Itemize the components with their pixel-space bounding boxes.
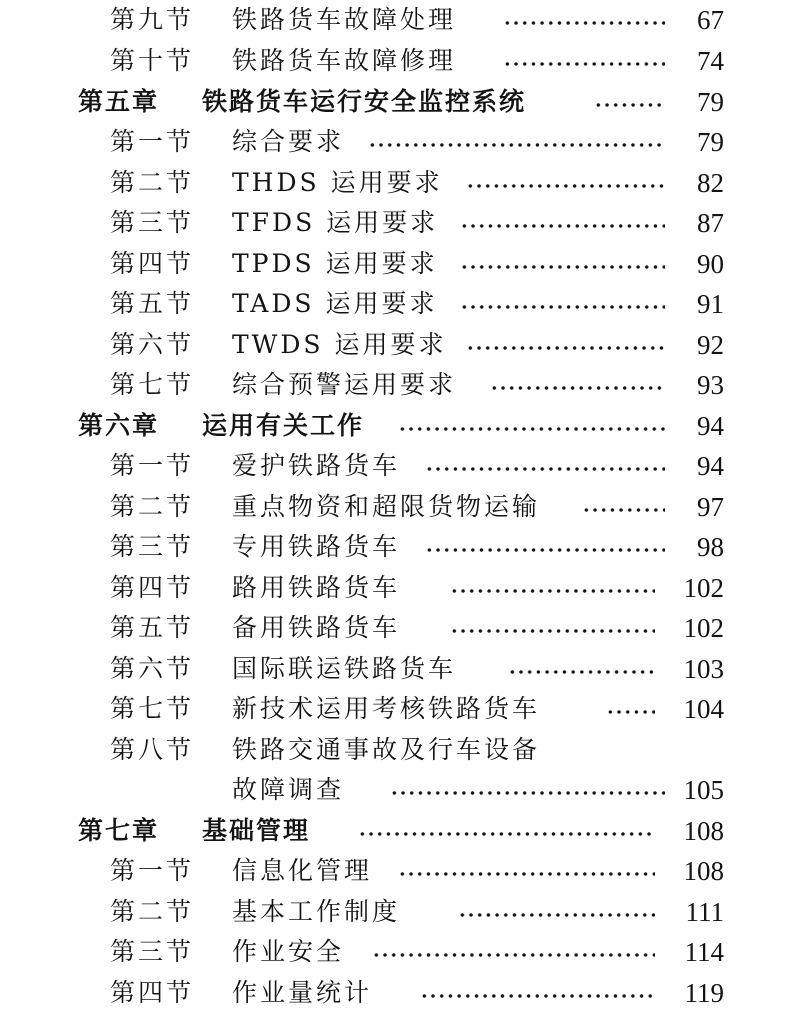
toc-entry-section	[0, 246, 800, 282]
entry-label: 第一节	[110, 127, 195, 156]
entry-label: 第三节	[110, 937, 195, 966]
toc-entry-section	[0, 165, 800, 201]
entry-page-number: 67	[697, 5, 724, 35]
entry-title: 路用铁路货车	[232, 573, 401, 602]
dot-leader	[458, 913, 655, 917]
entry-page-number: 97	[697, 492, 724, 522]
entry-label: 第五节	[110, 613, 195, 642]
dot-leader	[582, 508, 665, 512]
dot-leader	[398, 427, 665, 431]
dot-leader	[425, 467, 665, 471]
entry-label: 第六节	[110, 330, 195, 359]
entry-page-number: 93	[697, 370, 724, 400]
entry-page-number: 94	[697, 451, 724, 481]
entry-page-number: 82	[697, 168, 724, 198]
entry-page-number: 92	[697, 330, 724, 360]
dot-leader	[358, 832, 655, 836]
toc-entry-section	[0, 732, 800, 768]
entry-label: 第七章	[78, 816, 160, 845]
dot-leader	[398, 872, 655, 876]
entry-title: 铁路货车故障修理	[232, 46, 457, 75]
dot-leader	[503, 62, 665, 66]
toc-entry-section	[0, 610, 800, 646]
toc-entry-chapter	[0, 813, 800, 849]
toc-entry-section	[0, 286, 800, 322]
entry-title: 基本工作制度	[232, 897, 401, 926]
entry-title: 综合要求	[232, 127, 345, 156]
toc-entry-section	[0, 448, 800, 484]
entry-title: 故障调查	[232, 775, 345, 804]
entry-title: 作业量统计	[232, 978, 373, 1007]
entry-page-number: 79	[697, 127, 724, 157]
entry-title: 备用铁路货车	[232, 613, 401, 642]
toc-entry-section	[0, 894, 800, 930]
toc-entry-section	[0, 367, 800, 403]
entry-label: 第三节	[110, 532, 195, 561]
entry-title: TWDS 运用要求	[232, 330, 447, 359]
toc-entry-continuation	[0, 772, 800, 808]
entry-label: 第四节	[110, 249, 195, 278]
toc-entry-chapter	[0, 408, 800, 444]
entry-title: 重点物资和超限货物运输	[232, 492, 541, 521]
toc-entry-section	[0, 691, 800, 727]
entry-label: 第四节	[110, 978, 195, 1007]
entry-title: 专用铁路货车	[232, 532, 401, 561]
toc-entry-section	[0, 489, 800, 525]
dot-leader	[594, 103, 665, 107]
toc-entry-chapter	[0, 84, 800, 120]
entry-label: 第二节	[110, 492, 195, 521]
entry-page-number: 104	[683, 694, 724, 724]
entry-label: 第一节	[110, 856, 195, 885]
entry-title: 铁路货车故障处理	[232, 5, 457, 34]
entry-label: 第十节	[110, 46, 195, 75]
dot-leader	[372, 953, 655, 957]
entry-title: TPDS 运用要求	[232, 249, 438, 278]
dot-leader	[460, 265, 665, 269]
entry-label: 第八节	[110, 735, 195, 764]
entry-page-number: 90	[697, 249, 724, 279]
entry-title: 新技术运用考核铁路货车	[232, 694, 541, 723]
entry-page-number: 87	[697, 208, 724, 238]
entry-label: 第五章	[78, 87, 160, 116]
dot-leader	[368, 143, 665, 147]
entry-page-number: 108	[683, 856, 724, 886]
entry-title: TFDS 运用要求	[232, 208, 439, 237]
entry-label: 第五节	[110, 289, 195, 318]
entry-page-number: 119	[684, 978, 724, 1008]
dot-leader	[503, 21, 665, 25]
entry-title: 国际联运铁路货车	[232, 654, 457, 683]
dot-leader	[450, 629, 655, 633]
entry-title: THDS 运用要求	[232, 168, 443, 197]
toc-entry-section	[0, 124, 800, 160]
entry-title: 基础管理	[202, 816, 311, 845]
toc-entry-section	[0, 205, 800, 241]
dot-leader	[606, 710, 655, 714]
entry-title: 铁路交通事故及行车设备	[232, 735, 541, 764]
entry-label: 第一节	[110, 451, 195, 480]
entry-title: TADS 运用要求	[232, 289, 438, 318]
dot-leader	[466, 346, 665, 350]
toc-entry-section	[0, 529, 800, 565]
toc-entry-section	[0, 570, 800, 606]
entry-title: 信息化管理	[232, 856, 373, 885]
dot-leader	[390, 791, 665, 795]
entry-page-number: 102	[683, 613, 724, 643]
entry-label: 第七节	[110, 370, 195, 399]
toc-entry-section	[0, 2, 800, 38]
entry-label: 第二节	[110, 168, 195, 197]
entry-title: 综合预警运用要求	[232, 370, 457, 399]
entry-page-number: 98	[697, 532, 724, 562]
toc-entry-section	[0, 853, 800, 889]
entry-label: 第四节	[110, 573, 195, 602]
entry-label: 第二节	[110, 897, 195, 926]
dot-leader	[460, 305, 665, 309]
entry-label: 第六节	[110, 654, 195, 683]
entry-title: 铁路货车运行安全监控系统	[202, 87, 527, 116]
entry-page-number: 94	[697, 411, 724, 441]
entry-title: 作业安全	[232, 937, 345, 966]
dot-leader	[508, 670, 655, 674]
entry-page-number: 105	[683, 775, 724, 805]
entry-label: 第六章	[78, 411, 160, 440]
entry-label: 第九节	[110, 5, 195, 34]
entry-page-number: 74	[697, 46, 724, 76]
entry-label: 第三节	[110, 208, 195, 237]
dot-leader	[420, 994, 655, 998]
entry-title: 运用有关工作	[202, 411, 365, 440]
dot-leader	[490, 386, 665, 390]
entry-page-number: 114	[684, 937, 724, 967]
dot-leader	[450, 589, 655, 593]
entry-title: 爱护铁路货车	[232, 451, 401, 480]
entry-page-number: 79	[697, 87, 724, 117]
entry-page-number: 108	[683, 816, 724, 846]
toc-entry-section	[0, 934, 800, 970]
toc-entry-section	[0, 327, 800, 363]
dot-leader	[460, 224, 665, 228]
dot-leader	[466, 184, 665, 188]
entry-page-number: 102	[683, 573, 724, 603]
dot-leader	[425, 548, 665, 552]
entry-label: 第七节	[110, 694, 195, 723]
toc-entry-section	[0, 651, 800, 687]
toc-entry-section	[0, 43, 800, 79]
entry-page-number: 103	[683, 654, 724, 684]
toc-entry-section	[0, 975, 800, 1011]
entry-page-number: 91	[697, 289, 724, 319]
entry-page-number: 111	[685, 897, 724, 927]
